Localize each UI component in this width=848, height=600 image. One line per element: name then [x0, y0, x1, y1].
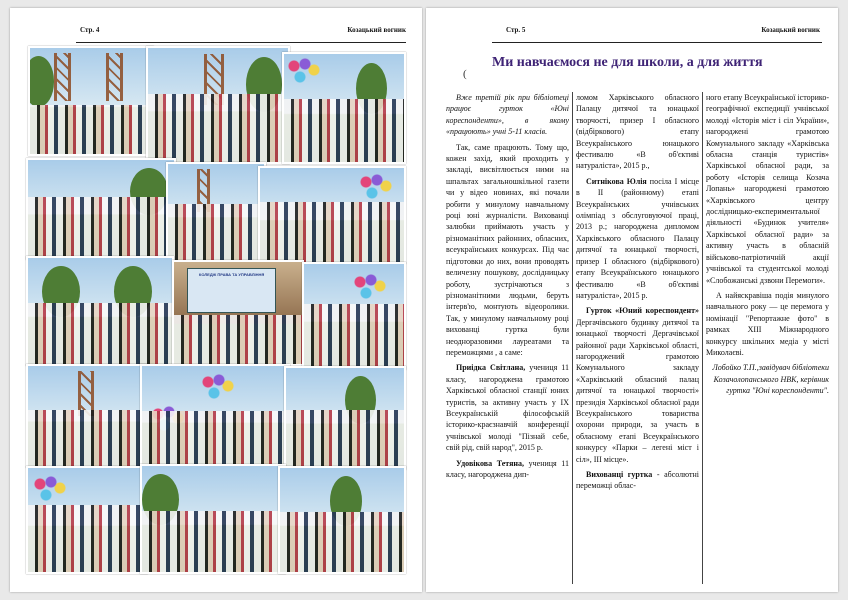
article-intro: Вже третій рік при бібліотеці працює гурток «Юні кореспонденти», в якому «працюють» учні 5-11 класів.	[446, 93, 569, 137]
left-page-number: Стр. 4	[80, 26, 100, 34]
photo-graduates-balloons	[140, 364, 290, 470]
photo-class-group	[26, 256, 174, 366]
article-title: Ми навчаємося не для школи, а для життя	[492, 55, 763, 70]
photo-speaker-podium	[26, 158, 176, 260]
title-bracket: (	[463, 68, 467, 80]
photo-ceremony-arch	[28, 46, 154, 156]
right-journal-name: Козацький вогник	[761, 26, 820, 34]
left-page	[10, 8, 422, 592]
college-banner	[187, 268, 277, 313]
winner-paragraph	[446, 362, 569, 453]
photo-girl-microphone	[282, 52, 406, 164]
column-divider	[572, 92, 573, 584]
photo-ceremony-lineup	[140, 464, 286, 574]
college-banner-text: КОЛЕДЖ ПРАВА ТА УПРАВЛІННЯ	[198, 272, 265, 278]
right-page	[426, 8, 838, 592]
photo-schoolchildren-certificates	[26, 364, 148, 468]
article-paragraph: Так, саме працюють. Тому що, кожен захід, який проходить у закладі, висвітлюється ними на шпальтах загальношкільної газети чи у відео новинах, які почали робити у минулому навчальному році юні журналісти. Вихованці залюбки приймають участь у різноманітних районних, обласних, всеукраїнських конкурсах. Під час підготовки до них, вони проводять величезну пошукову, дослідницьку роботу, зустрічаються з різноманітними людьми, беруть інтерв'ю, монтують відеоролики. Так, у минулому навчальному році вихованці гуртка були неодноразовими лауреатами та переможцями , а саме:	[446, 142, 569, 357]
pupils-paragraph	[576, 469, 699, 492]
photo-teachers-stage	[146, 46, 290, 164]
photo-teacher-flowers	[26, 466, 148, 574]
winner-name: Удовікова Тетяна,	[456, 458, 525, 468]
photo-graduates-group	[278, 466, 406, 574]
winner-name: Приідка Світлана,	[456, 363, 526, 373]
winner-text: посіла І місце в ІІ (районному) етапі Всеукраїнських учнівських олімпіад з обслуговуючої праці, 2013 р.; нагороджена дипломом Харківського обласного Палацу дитячої та юнацької творчості, призер І обласного (відбіркового) етапу Всеукраїнського юнацького фестивалю «В об'єктиві натураліста», 2015 р.	[576, 176, 699, 300]
pupils-text: - абсолютні переможці облас-	[576, 470, 699, 491]
article-column-2	[576, 92, 699, 584]
right-header-rule	[492, 42, 822, 43]
author-signature: Лобойко Т.П.,завідувач бібліотеки Козачолопанського НВК, керівник гуртка "Юні кореспонденти".	[712, 363, 829, 396]
winner-paragraph	[446, 458, 569, 481]
left-header-rule	[76, 42, 406, 43]
photo-graduates-ribbons	[284, 366, 406, 470]
winner-paragraph	[576, 176, 699, 301]
group-text: Дергачівського будинку дитячої та юнацької творчості Дергачівської районної ради Харківської області, нагороджений грамотою Комунального закладу «Харківський обласний палац дитячої та юнацької творчості» президія Харківської обласної ради Всеукраїнського товариства охорони природи, за участь в обласному етапі Всеукраїнського конкурсу «Парки – легені міст і сіл», ІІІ місце».	[576, 317, 699, 464]
left-journal-name: Козацький вогник	[347, 26, 406, 34]
article-paragraph: ного етапу Всеукраїнської історико-географічної експедиції учнівської молоді «Історія міст і сіл України», нагороджені грамотою Комунального закладу «Харківська обласна станція туристів» Харківської обласної ради, за роботу «Історія селища Козача Лопань» нагороджені грамотою «Харківського центру дослідницько-експериментальної діяльності «Будинок учителя» Харківської обласної ради» за активну участь в обласній військово-патріотичній акції учнівської та студентської молоді «Слобожанські дзвони Перемоги».	[706, 93, 829, 285]
winner-name: Ситнікова Юлія	[586, 176, 647, 186]
photo-award-presentation	[258, 166, 406, 264]
photo-girls-balloons	[302, 262, 406, 370]
photo-students-row	[166, 162, 266, 262]
winner-text: учениця 11 класу, нагороджена грамотою Харківської обласної станції юних туристів, за активну участь у IX Всеукраїнській філософській історико-краєзнавчій конференції учнівської молоді "Пізнай себе, свій рід, свій народ", 2015 р.	[446, 363, 569, 453]
article-columns	[446, 92, 829, 584]
article-column-3	[706, 92, 829, 584]
group-paragraph	[576, 305, 699, 465]
pupils-label: Вихованці гуртка	[586, 470, 653, 479]
article-column-1	[446, 92, 569, 584]
photo-college-event	[172, 260, 304, 366]
article-paragraph: А найяскравіша подія минулого навчального року — це перемога у номінації "Репортажне фото" в рамках ХІІІ Міжнародного конкурсу шкільних медіа у місті Миколаєві.	[706, 290, 829, 357]
article-paragraph: ломом Харківського обласного Палацу дитячої та юнацької творчості, призер І обласного (відбіркового) етапу Всеукраїнського юнацького фестивалю «В об'єктиві натураліста», 2015 р.,	[576, 93, 699, 171]
column-divider	[702, 92, 703, 584]
photo-collage	[26, 46, 406, 574]
winner-text: учениця 11 класу, нагороджена дип-	[446, 458, 569, 479]
group-name: Гурток «Юний кореспондент»	[586, 306, 699, 316]
right-page-number: Стр. 5	[506, 26, 526, 34]
